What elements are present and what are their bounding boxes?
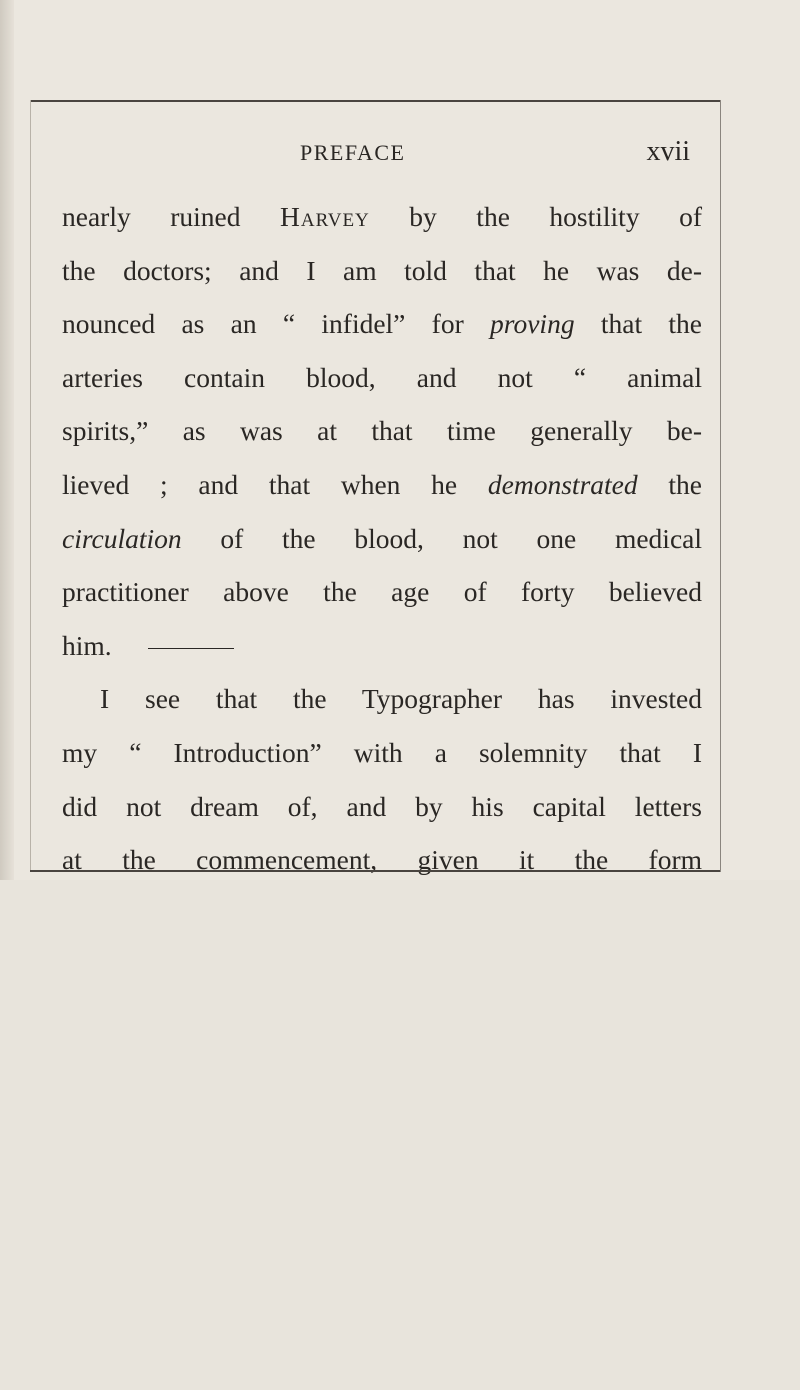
text-line	[62, 190, 702, 244]
text-line: the doctors; and I am told that he was de-	[62, 254, 702, 286]
text-span: him.	[62, 629, 112, 661]
page-header	[62, 136, 690, 180]
top-border-rule	[30, 100, 720, 102]
italic-proving: proving	[490, 308, 575, 340]
text-line: my “ Introduction” with a solemnity that I	[62, 736, 702, 768]
section-dash-rule	[148, 648, 234, 649]
text-line	[62, 619, 702, 673]
left-border-rule	[30, 100, 31, 872]
text-line: I see that the Typographer has invested	[100, 683, 702, 715]
page-number: xvii	[646, 136, 690, 167]
bottom-border-rule	[30, 870, 720, 872]
text-line: at the commencement, given it the form	[62, 844, 702, 876]
text-span: nearly ruined	[62, 201, 280, 232]
text-span: nounced as an “ infidel” for	[62, 308, 491, 340]
text-span: that the	[574, 308, 702, 340]
italic-circulation: circulation	[62, 522, 182, 554]
running-head: PREFACE	[300, 140, 406, 165]
text-line: spirits,” as was at that time generally be-	[62, 415, 702, 447]
text-span: by the hostility of	[369, 201, 702, 232]
text-span: lieved ; and that when he	[62, 468, 488, 500]
text-line: arteries contain blood, and not “ animal	[62, 361, 702, 393]
italic-demonstrated: demonstrated	[487, 468, 638, 500]
blank-page-area	[0, 880, 800, 1390]
name-harvey: Harvey	[280, 201, 370, 232]
text-line: did not dream of, and by his capital letters	[62, 790, 702, 822]
text-line	[62, 297, 702, 351]
text-line	[62, 512, 702, 566]
right-border-rule	[720, 100, 721, 872]
text-span: the	[637, 468, 702, 500]
text-line	[62, 458, 702, 512]
text-span: of the blood, not one medical	[181, 522, 702, 554]
text-line: practitioner above the age of forty believed	[62, 576, 702, 608]
